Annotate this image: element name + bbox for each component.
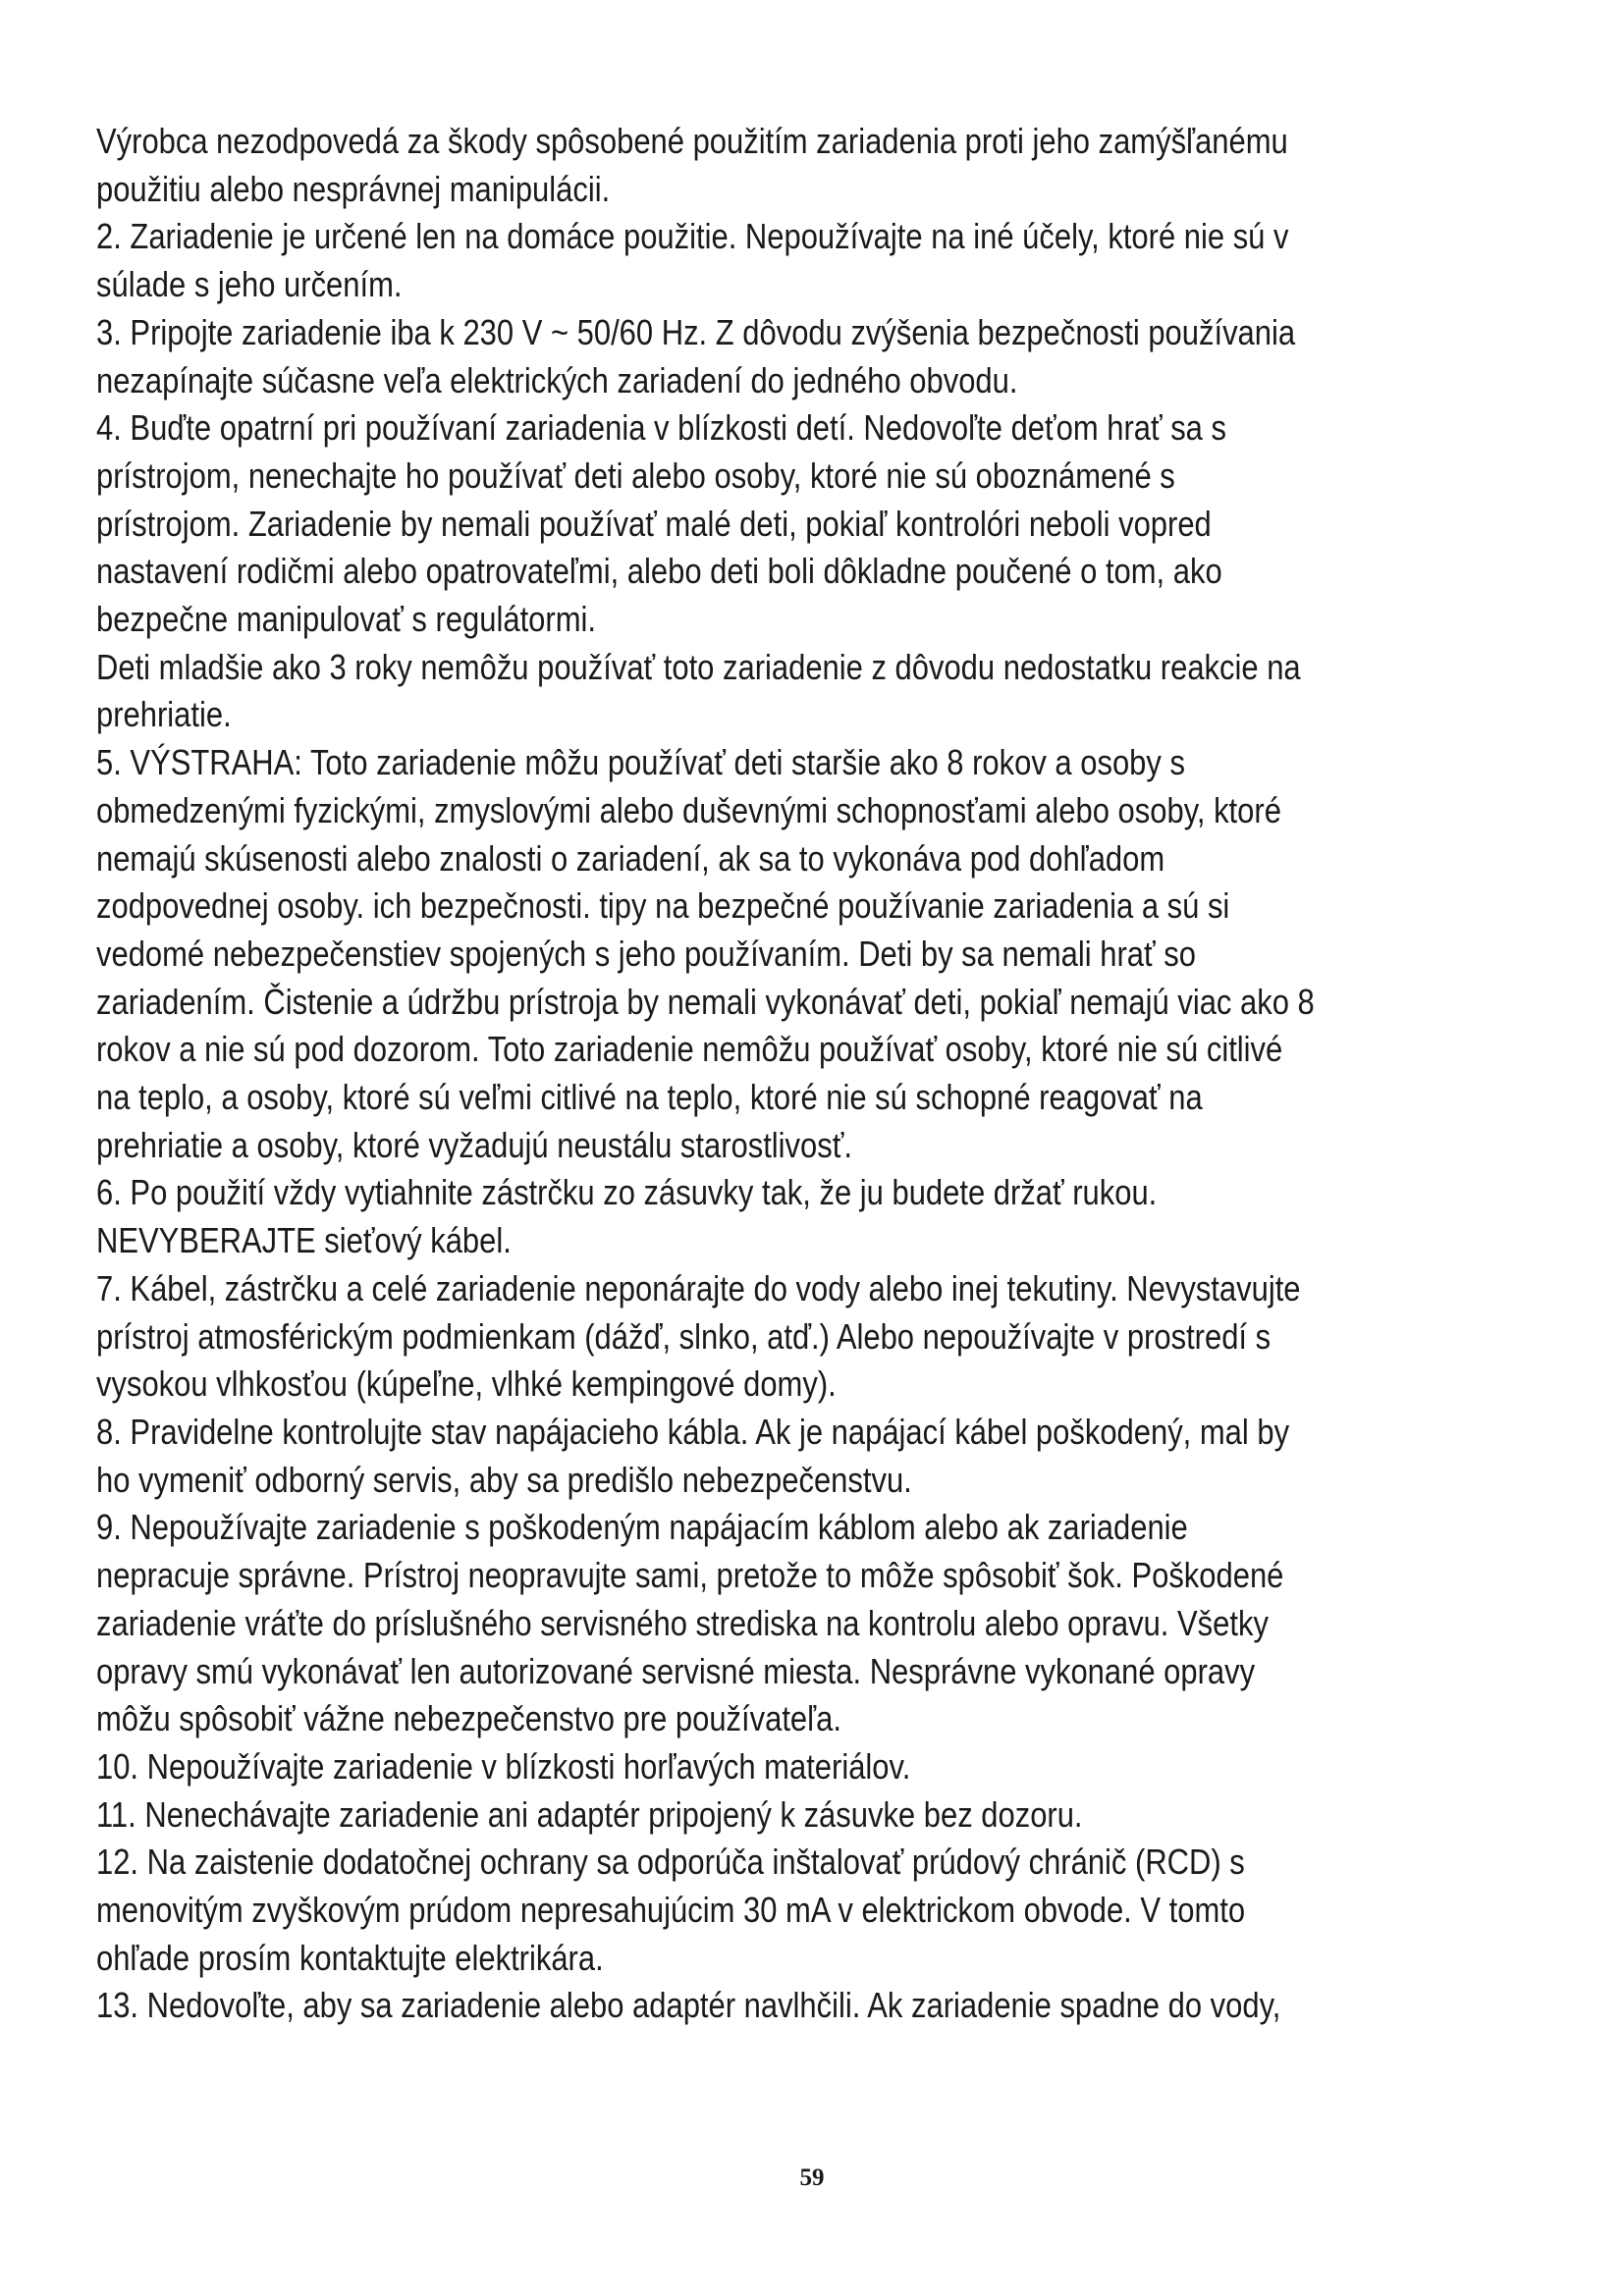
paragraph-item-6: 6. Po použití vždy vytiahnite zástrčku zo zásuvky tak, že ju budete držať rukou. NEVYBERAJTE sieťový kábel. [96,1172,1158,1261]
paragraph-item-3: 3. Pripojte zariadenie iba k 230 V ~ 50/60 Hz. Z dôvodu zvýšenia bezpečnosti používania nezapínajte súčasne veľa elektrických zariadení do jedného obvodu. [96,311,1296,400]
paragraph-item-7: 7. Kábel, zástrčku a celé zariadenie neponárajte do vody alebo inej tekutiny. Nevystavujte prístroj atmosférickým podmienkam (dážď, slnko, atď.) Alebo nepoužívajte v prostredí s vysokou vlhkosťou (kúpeľne, vlhké kempingové domy). [96,1267,1301,1405]
page-number: 59 [799,2164,825,2191]
paragraph-item-12: 12. Na zaistenie dodatočnej ochrany sa odporúča inštalovať prúdový chránič (RCD) s menovitým zvyškovým prúdom nepresahujúcim 30 mA v elektrickom obvode. V tomto ohľade prosím kontaktujte elektrikára. [96,1842,1246,1978]
paragraph-disclaimer: Výrobca nezodpovedá za škody spôsobené použitím zariadenia proti jeho zamýšľanému použitiu alebo nesprávnej manipulácii. [96,121,1288,209]
paragraph-item-5: 5. VÝSTRAHA: Toto zariadenie môžu používať deti staršie ako 8 rokov a osoby s obmedzenými fyzickými, zmyslovými alebo duševnými schopnosťami alebo osoby, ktoré nemajú skúsenosti alebo znalosti o zariadení, ak sa to vykonáva pod dohľadom zodpovednej osoby. ich bezpečnosti. tipy na bezpečné používanie zariadenia a sú si vedomé nebezpečenstiev spojených s jeho používaním. Deti by sa nemali hrať so zariadením. Čistenie a údržbu prístroja by nemali vykonávať deti, pokiaľ nemajú viac ako 8 rokov a nie sú pod dozorom. Toto zariadenie nemôžu používať osoby, ktoré nie sú citlivé na teplo, a osoby, ktoré sú veľmi citlivé na teplo, ktoré nie sú schopné reagovať na prehriatie a osoby, ktoré vyžadujú neustálu starostlivosť. [96,742,1315,1165]
paragraph-item-2: 2. Zariadenie je určené len na domáce použitie. Nepoužívajte na iné účely, ktoré nie sú v súlade s jeho určením. [96,216,1289,305]
paragraph-item-13: 13. Nedovoľte, aby sa zariadenie alebo adaptér navlhčili. Ak zariadenie spadne do vody, [96,1985,1281,2026]
paragraph-item-9: 9. Nepoužívajte zariadenie s poškodeným napájacím káblom alebo ak zariadenie nepracuje správne. Prístroj neopravujte sami, pretože to môže spôsobiť šok. Poškodené zariadenie vráťte do príslušného servisného strediska na kontrolu alebo opravu. Všetky opravy smú vykonávať len autorizované servisné miesta. Nesprávne vykonané opravy môžu spôsobiť vážne nebezpečenstvo pre používateľa. [96,1507,1284,1739]
manual-page-body [96,118,1540,2030]
paragraph-item-11: 11. Nenechávajte zariadenie ani adaptér pripojený k zásuvke bez dozoru. [96,1793,1083,1835]
paragraph-item-4: 4. Buďte opatrní pri používaní zariadenia v blízkosti detí. Nedovoľte deťom hrať sa s prístrojom, nenechajte ho používať deti alebo osoby, ktoré nie sú oboznámené s prístrojom. Zariadenie by nemali používať malé deti, pokiaľ kontrolóri neboli vopred nastavení rodičmi alebo opatrovateľmi, alebo deti boli dôkladne poučené o tom, ako bezpečne manipulovať s regulátormi. [96,407,1226,640]
paragraph-item-10: 10. Nepoužívajte zariadenie v blízkosti horľavých materiálov. [96,1745,911,1787]
paragraph-children-under-3: Deti mladšie ako 3 roky nemôžu používať toto zariadenie z dôvodu nedostatku reakcie na prehriatie. [96,646,1301,735]
paragraph-item-8: 8. Pravidelne kontrolujte stav napájacieho kábla. Ak je napájací kábel poškodený, mal by ho vymeniť odborný servis, aby sa predišlo nebezpečenstvu. [96,1411,1290,1500]
